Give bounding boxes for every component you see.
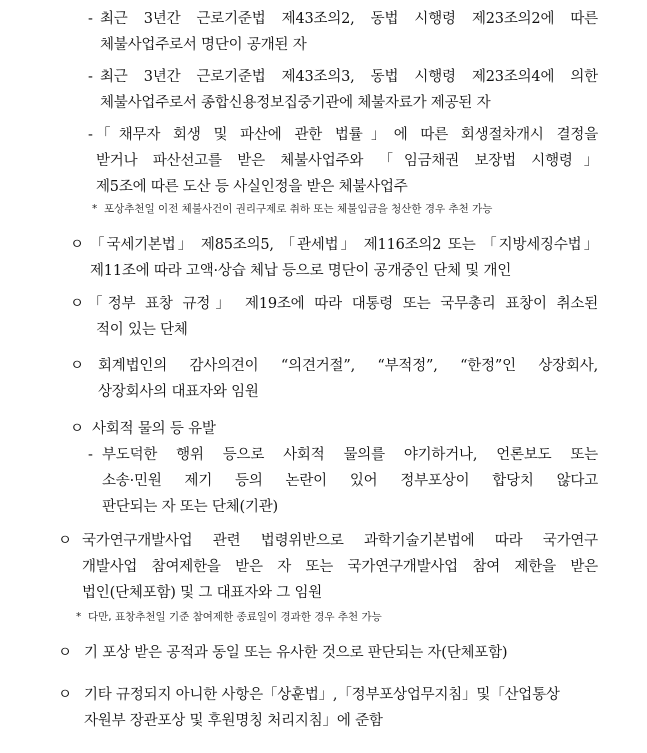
item-line: 기타 규정되지 아니한 사항은「상훈법」,「정부포상업무지침」및「산업통상 [84,687,560,703]
item-line: 「국세기본법」 제85조의5, 「관세법」 제116조의2 또는 「지방세징수법」 [90,237,598,253]
list-item [84,640,598,666]
footnote [76,609,382,625]
circle-marker: ㅇ [58,533,73,549]
item-line: 「정부 표창 규정」 제19조에 따라 대통령 또는 국무총리 표창이 취소된 [88,296,599,312]
list-item [90,232,598,284]
dash-marker: - [88,127,93,143]
item-line: 부도덕한 행위 등으로 사회적 물의를 야기하거나, 언론보도 또는 [102,447,598,463]
item-line: 회계법인의 감사의견이 “의견거절”, “부적정”, “한정”인 상장회사, [98,358,598,374]
list-item [100,6,598,58]
list-item [82,528,598,606]
circle-marker: ㅇ [70,358,85,374]
dash-marker: - [88,11,93,27]
section-heading [92,416,392,442]
item-line: 법인(단체포함) 및 그 대표자와 그 임원 [82,585,323,601]
item-line: 최근 3년간 근로기준법 제43조의2, 동법 시행령 제23조의2에 따른 [100,11,598,27]
item-line: 제5조에 따른 도산 등 사실인정을 받은 체불사업주 [96,179,408,195]
circle-marker: ㅇ [70,237,85,253]
item-line: 적이 있는 단체 [96,322,188,338]
circle-marker: ㅇ [70,296,85,312]
list-item [102,442,598,520]
item-line: 체불사업주로서 종합신용정보집중기관에 체불자료가 제공된 자 [100,95,491,111]
item-line: 국가연구개발사업 관련 법령위반으로 과학기술기본법에 따라 국가연구 [82,533,598,549]
item-line: 제11조에 따라 고액·상습 체납 등으로 명단이 공개중인 단체 및 개인 [90,263,512,279]
item-line: 사회적 물의 등 유발 [92,421,216,437]
item-line: 최근 3년간 근로기준법 제43조의3, 동법 시행령 제23조의4에 의한 [100,69,598,85]
circle-marker: ㅇ [58,645,73,661]
dash-marker: - [88,69,93,85]
list-item [96,122,598,200]
item-line: 자원부 장관포상 및 후원명칭 처리지침」에 준함 [84,713,383,729]
item-line: 상장회사의 대표자와 임원 [98,384,259,400]
item-line: 받거나 파산선고를 받은 체불사업주와 「임금채권 보장법 시행령」 [96,153,598,169]
list-item [98,353,598,405]
asterisk-marker: * [76,611,82,623]
footnote [92,201,492,217]
item-line: 「채무자 회생 및 파산에 관한 법률」에 따른 회생절차개시 결정을 [96,127,598,143]
list-item [84,682,598,734]
circle-marker: ㅇ [58,687,73,703]
footnote-text: 포상추천일 이전 체불사건이 권리구제로 취하 또는 체불임금을 청산한 경우 추천 가능 [104,203,493,215]
item-line: 개발사업 참여제한을 받은 자 또는 국가연구개발사업 참여 제한을 받은 [82,559,598,575]
list-item [88,291,598,343]
circle-marker: ㅇ [70,421,85,437]
item-line: 판단되는 자 또는 단체(기관) [102,499,279,515]
asterisk-marker: * [92,203,98,215]
item-line: 기 포상 받은 공적과 동일 또는 유사한 것으로 판단되는 자(단체포함) [84,645,508,661]
list-item [100,64,598,116]
dash-marker: - [88,447,93,463]
item-line: 소송·민원 제기 등의 논란이 있어 정부포상이 합당치 않다고 [102,473,598,489]
footnote-text: 다만, 표창추천일 기준 참여제한 종료일이 경과한 경우 추천 가능 [88,611,382,623]
item-line: 체불사업주로서 명단이 공개된 자 [100,37,307,53]
